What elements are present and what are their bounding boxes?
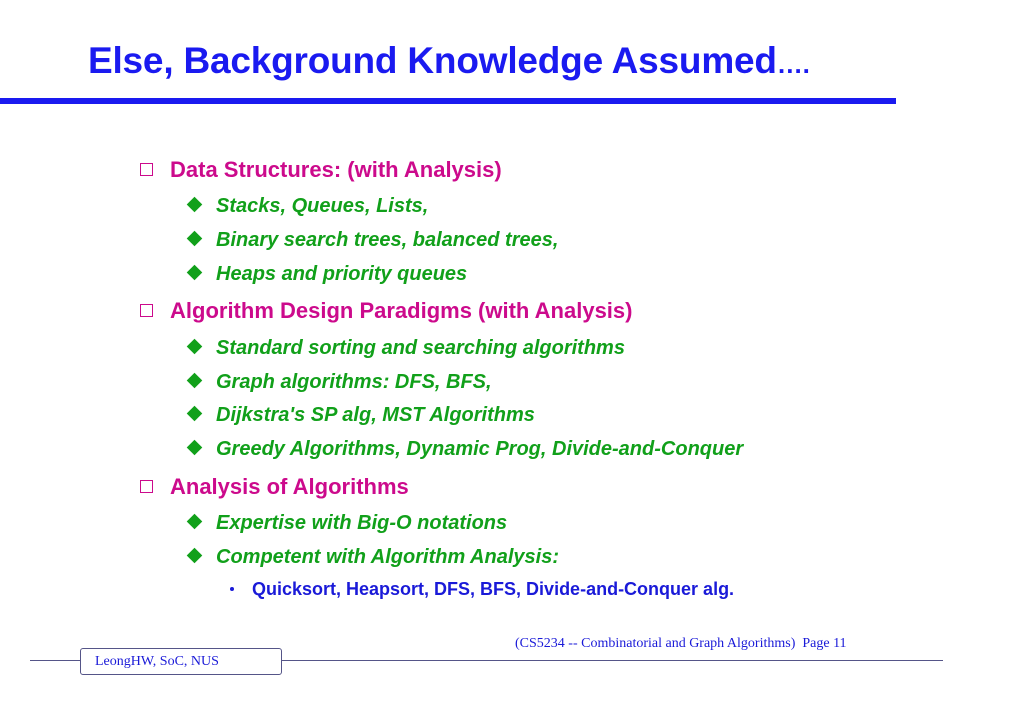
- diamond-bullet-icon: [187, 514, 203, 530]
- diamond-bullet-icon: [187, 265, 203, 281]
- diamond-bullet-icon: [187, 231, 203, 247]
- diamond-bullet-icon: [187, 197, 203, 213]
- hollow-square-bullet-icon: [140, 304, 153, 317]
- list-item: Graph algorithms: DFS, BFS,: [186, 371, 492, 394]
- dot-bullet-icon: [230, 587, 234, 591]
- diamond-bullet-icon: [187, 440, 203, 456]
- list-item: Binary search trees, balanced trees,: [186, 229, 558, 252]
- diamond-bullet-icon: [187, 339, 203, 355]
- list-item: Competent with Algorithm Analysis:: [186, 546, 559, 569]
- footer-author-box: [80, 648, 282, 675]
- footer-author: LeongHW, SoC, NUS: [95, 653, 219, 669]
- list-item: Standard sorting and searching algorithms: [186, 337, 625, 360]
- sub-list-item: Quicksort, Heapsort, DFS, BFS, Divide-and-Conquer alg.: [230, 579, 734, 600]
- footer-course: (CS5234 -- Combinatorial and Graph Algorithms): [515, 636, 796, 651]
- title-underline: [0, 98, 896, 104]
- list-item: Expertise with Big-O notations: [186, 512, 507, 535]
- list-item: Stacks, Queues, Lists,: [186, 195, 428, 218]
- slide-title: Else, Background Knowledge Assumed….: [88, 40, 810, 81]
- hollow-square-bullet-icon: [140, 480, 153, 493]
- list-item: Dijkstra's SP alg, MST Algorithms: [186, 404, 535, 427]
- diamond-bullet-icon: [187, 373, 203, 389]
- hollow-square-bullet-icon: [140, 163, 153, 176]
- list-item: Heaps and priority queues: [186, 263, 467, 286]
- footer-page-number: Page 11: [802, 636, 847, 651]
- diamond-bullet-icon: [187, 406, 203, 422]
- section-heading: Data Structures: (with Analysis): [140, 157, 502, 183]
- section-heading: Analysis of Algorithms: [140, 474, 409, 500]
- diamond-bullet-icon: [187, 548, 203, 564]
- list-item: Greedy Algorithms, Dynamic Prog, Divide-and-Conquer: [186, 438, 743, 461]
- footer-course-page: [515, 636, 847, 652]
- section-heading: Algorithm Design Paradigms (with Analysis): [140, 298, 632, 324]
